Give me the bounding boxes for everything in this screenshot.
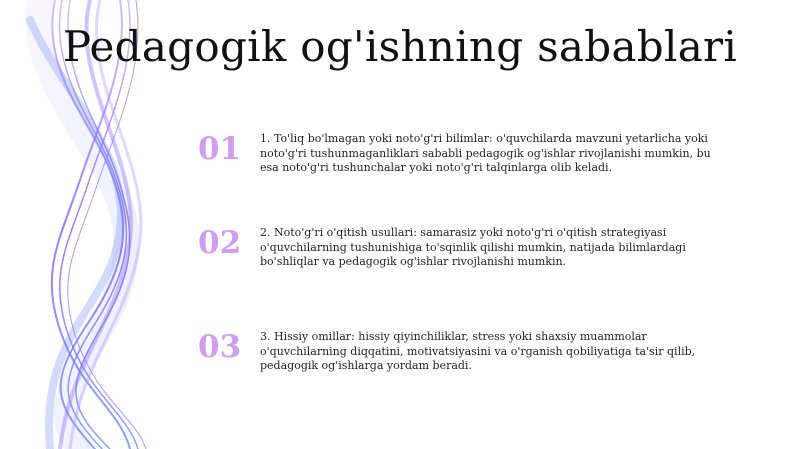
item-text: 2. Noto'g'ri o'qitish usullari: samarasiz yoki noto'g'ri o'qitish strategiyasi o'quvchilarning tushunishiga to'sqinlik qilishi mumkin, natijada bilimlardagi bo'shliqlar va pedagogik og'ishlar rivojlanishi mumkin. (260, 226, 686, 268)
item-text: 1. To'liq bo'lmagan yoki noto'g'ri bilimlar: o'quvchilarda mavzuni yetarlicha yoki noto'g'ri tushunmaganliklari sababli pedagogik og'ishlar rivojlanishi mumkin, bu esa noto'g'ri tushunchalar yoki noto'g'ri talqinlarga olib keladi. (260, 132, 711, 174)
item-number: 02 (198, 225, 242, 261)
item-text: 3. Hissiy omillar: hissiy qiyinchiliklar, stress yoki shaxsiy muammolar o'quvchilarning diqqatini, motivatsiyasini va o'rganish qobiliyatiga ta'sir qilib, pedagogik og'ishlarga yordam beradi. (260, 330, 696, 372)
item-number: 01 (198, 131, 242, 167)
item-number: 03 (198, 329, 242, 365)
slide-title: Pedagogik og'ishning sabablari (62, 22, 738, 71)
